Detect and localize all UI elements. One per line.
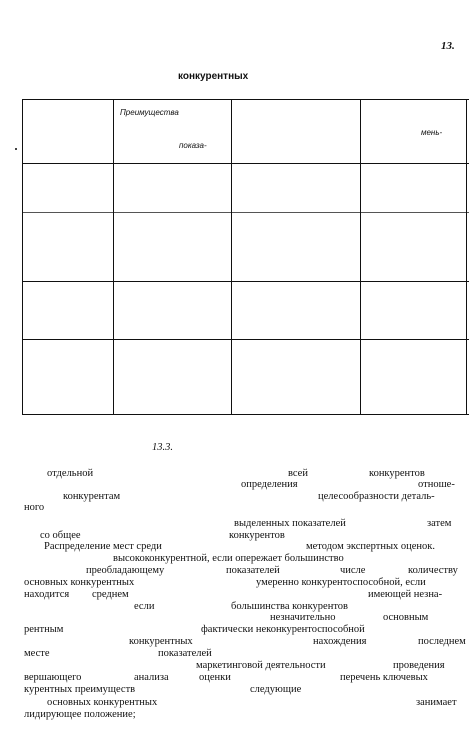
text-fragment: целесообразности деталь- [318, 491, 435, 502]
text-fragment: большинства конкурентов [231, 601, 348, 612]
text-fragment: показателей [158, 648, 212, 659]
text-fragment: методом экспертных оценок. [306, 541, 436, 552]
text-fragment: основных конкурентных [47, 697, 158, 708]
text-fragment: оценки [199, 672, 231, 683]
table-row-divider [22, 339, 469, 340]
text-fragment: курентных преимуществ [24, 684, 136, 695]
text-fragment: ного [24, 502, 45, 513]
section-number: 13.3. [152, 442, 173, 453]
text-fragment: анализа [134, 672, 169, 683]
text-fragment: конкурентам [63, 491, 121, 502]
page-marker: 13. [441, 40, 455, 52]
text-fragment: конкурентных [129, 636, 193, 647]
text-fragment: проведения [393, 660, 445, 671]
text-fragment: конкурентов [229, 530, 285, 541]
text-fragment: числе [340, 565, 366, 576]
table-bottom-border [22, 414, 469, 415]
text-fragment: отноше- [418, 479, 455, 490]
table-row-divider [22, 281, 469, 282]
text-fragment: нахождения [313, 636, 367, 647]
text-fragment: занимает [416, 697, 457, 708]
text-fragment: последнем [418, 636, 466, 647]
table-col-border [231, 99, 232, 415]
text-fragment: высококонкурентной, если опережает большинство [113, 553, 344, 564]
text-fragment: имеющей незна- [368, 589, 443, 600]
text-fragment: фактически неконкурентоспособной [201, 624, 365, 635]
text-fragment: со общее [40, 530, 81, 541]
text-fragment: находится [24, 589, 70, 600]
text-fragment: затем [427, 518, 452, 529]
text-fragment: определения [241, 479, 298, 490]
table-col-border [22, 99, 23, 415]
text-fragment: следующие [250, 684, 302, 695]
text-fragment: количеству [408, 565, 458, 576]
text-fragment: основных конкурентных [24, 577, 135, 588]
table-row-divider [22, 212, 469, 213]
text-fragment: перечень ключевых [340, 672, 428, 683]
text-fragment: рентным [24, 624, 64, 635]
table-top-border [22, 99, 469, 100]
text-fragment: выделенных показателей [234, 518, 346, 529]
text-fragment: основным [383, 612, 429, 623]
table-header-text: Преимущества [120, 108, 179, 117]
text-fragment: лидирующее положение; [24, 709, 136, 720]
table-row-divider [22, 163, 469, 164]
scan-speck [15, 148, 17, 150]
table-col-border [466, 99, 467, 415]
table-col-border [360, 99, 361, 415]
text-fragment: умеренно конкурентоспособной, если [256, 577, 426, 588]
text-fragment: маркетинговой деятельности [196, 660, 326, 671]
table-header-text: мень- [421, 128, 443, 137]
table-title: конкурентных [178, 71, 249, 82]
text-fragment: если [134, 601, 155, 612]
table-header-text: показа- [179, 141, 207, 150]
text-fragment: преобладающему [86, 565, 165, 576]
text-fragment: конкурентов [369, 468, 425, 479]
text-fragment: вершающего [24, 672, 82, 683]
text-fragment: незначительно [270, 612, 336, 623]
text-fragment: месте [24, 648, 50, 659]
text-fragment: отдельной [47, 468, 94, 479]
text-fragment: показателей [226, 565, 280, 576]
text-fragment: всей [288, 468, 308, 479]
text-fragment: среднем [92, 589, 129, 600]
table-col-border [113, 99, 114, 415]
text-fragment: Распределение мест среди [44, 541, 162, 552]
